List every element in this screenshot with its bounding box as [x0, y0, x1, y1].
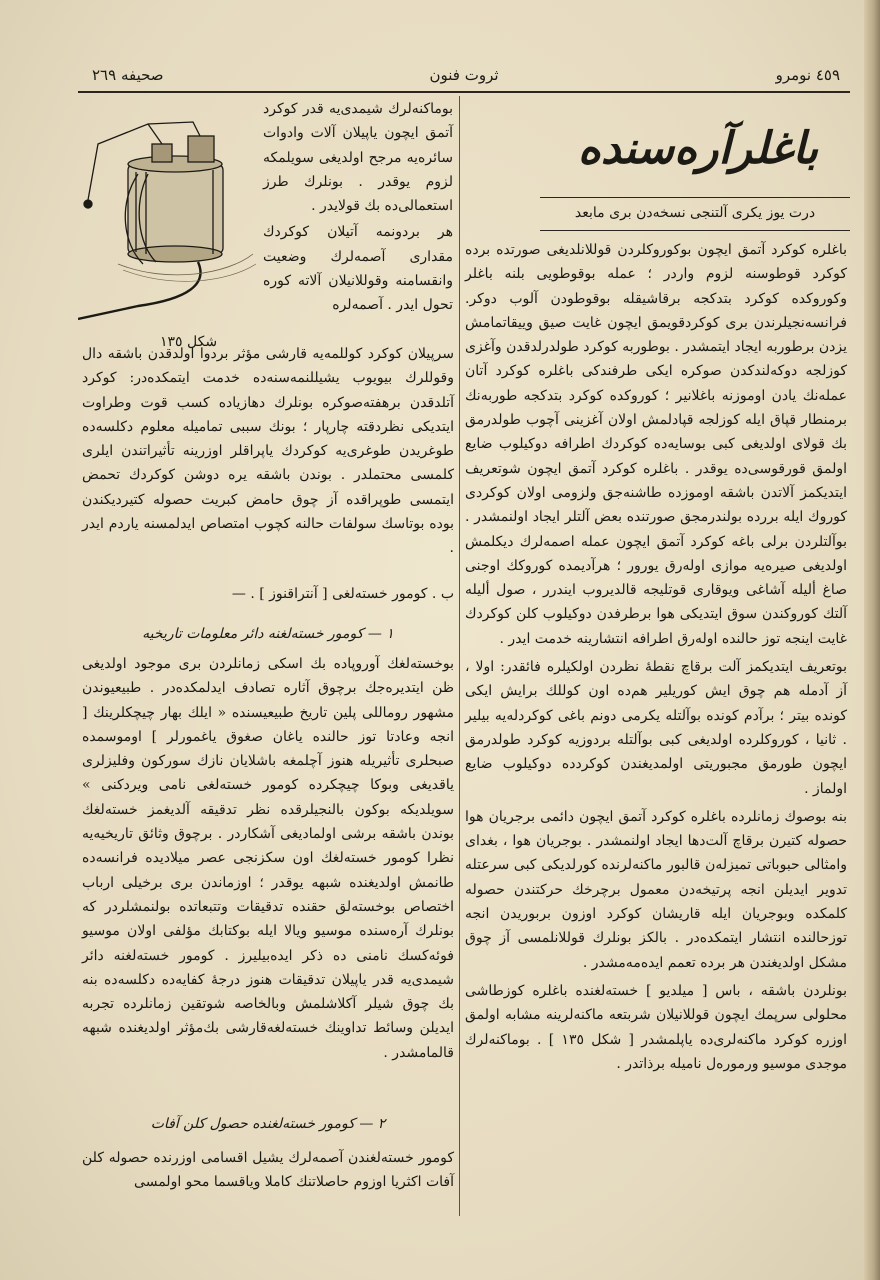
subsection-label: ب . كومور خسته‌لغى [ آنتراقنوز ] . — — [231, 586, 454, 602]
section-subtitle: درت يوز يكرى آلتنجى نسخه‌دن برى مابعد — [540, 197, 850, 228]
paragraph: بوتعريف ايتديكمز آلت برقاچ نقطهٔ نظردن اولكيلره فائقدر: اولا ، آز آدمله هم چوق ايش كوريلير هم‌ده اون كوللك برايش ايكى كونده بيتر ؛ برآدم كونده بوآلتله يكرمى دونم باغى كوكردله‌يه بيلير . ثانيا ، كوروكلرده اولديغى كبى بوآلتله بردوزيه كوكرد طولدرمق ايچون طورمق مجبوريتى اولمديغندن كوكردده دوكيلوب ضايع اولماز . — [465, 659, 847, 797]
paragraph: باغلره كوكرد آتمق ايچون بوكوروكلردن قوللانلديغى صورتده برده كوكرد قوطوسنه لزوم واردر ؛ عمله بوقوطويى بلنه باغلر وكوروكده كوكرد بتدكجه برقاشيقله بوقوطودن آلوب دوكر. فرانسه‌نجيلرندن برى كوكردقويمق ايچون غايت صيق وييقاتمامش يزدن برطوربه ايجاد ايتمشدر . بوطوربه كوكرد طولدرلدقدن وآغزى كوزلجه دوكه‌لندكدن صوكره ايكى طرفندكى باغلره كوكرد آتان عمله‌نك يادن اوموزنه باغلانير ؛ كوروكده كوكرد بتدكجه طوربه‌نك برمنطار قپاق ايله كوزلجه قپادلمش اولان آغزينى آچوب طولدرمق بك قولاى اولديغى كبى بوسايه‌ده كوكردك اطرافه دوكيلوب ضايع اولمق قورقوسى‌ده يوقدر . باغلره كوكرد آتمق ايچون شوتعريف ايتديكمز آلاتدن باشقه اوموزده طاشنه‌جق ولزومى اولان كوكردى كوروك ايله بررده بولندرمجق صورتنده بعض آلتلر ايجاد اولنمشدر . بوآلتلردن برلى باغه كوكرد آتمق ايچون عمله اصمه‌لرك ديكلمش اولديغى صيره‌يه موازى اولەرق يورور ؛ هرآديمده كوروكك اوجنى صاغ أليله آشاغى ويوقارى قوتليجه قالديروب ايندرر ، صول أليله آلتك كوروكندن سوق ايتديكى هوا برطرفدن دوكيلوب كلن كوكردك غايت اينجه توز حالنده اولەرق اطرافه انتشارينه خدمت ايدر . — [465, 242, 847, 647]
issue-number: ٤٥٩ نومرو — [775, 66, 840, 84]
paragraph: بوماكنه‌لرك شيمدى‌يه قدر كوكرد آتمق ايچون ياپيلان آلات وادوات سائره‌يه مرجح اولديغى سويلمكه لزوم يوقدر . بونلرك طرز استعمالى‌ده بك قولايدر . — [263, 101, 453, 215]
paragraph: بنه بوصوك زمانلرده باغلره كوكرد آتمق ايچون دائمى برجريان هوا حصوله كتيرن برقاچ آلت‌دها ايجاد اولنمشدر . بوجريان هوا ، بغداى وامثالى حبوباتى تميزلەن قالبور ماكنه‌لرنده كورلديكى كبى سرعتله تدوير ايديلن انجه پرتيخه‌دن معمول برچرخك حركتندن حصوله كلمكده وبوجريان ايله قاريشان كوكرد اوزون بربوريدن انجه توزحالنده انتشار ايتمكده‌در . بالكز بونلرك قوللانلمسى آز چوق مشكل اولديغندن هر برده تعمم ايده‌مه‌مشدر . — [465, 808, 847, 971]
left-column — [82, 342, 454, 561]
figure-caption: شكل ١٣٥ — [160, 334, 218, 350]
journal-title: ثروت فنون — [429, 66, 499, 84]
page-header — [78, 62, 850, 92]
subsection-heading: ١ — كومور خسته‌لغنه دائر معلومات تاريخيه — [142, 626, 394, 642]
section-title: باغلرآره‌سنده — [577, 123, 819, 174]
column-divider — [459, 96, 460, 1216]
left-column-top — [263, 97, 453, 318]
page-number: صحيفه ٢٦٩ — [92, 66, 164, 84]
paragraph: هر بردونمه آتيلان كوكردك مقدارى آصمه‌لرك وضعيت وانقسامنه وقوللانيلان آلاته كوره تحول ايدر . آصمه‌لره — [263, 224, 453, 314]
paragraph: كومور خسته‌لغندن آصمه‌لرك يشيل اقسامى اوزرنده حصوله كلن آفات اكثريا اوزوم حاصلاتنك كاملا وياقسما محو اولمسى — [82, 1150, 454, 1191]
paragraph: سرپيلان كوكرد كوللمه‌يه قارشى مؤثر بردوا اولدقدن باشقه دال وقوللرك بيويوب يشيللنمه‌سنه‌ده خدمت ايتمكده‌در: كوكرد آتلدقدن برهفته‌صوكره بونلرك دهازياده كسب قوت وطراوت ايتديكى نظردقته چارپار ؛ بونك سببى تماميله معلوم دكلسه‌ده طوغريدن طوغرى‌يه كوكردك ياپراقلر اوزرينه تأثيراتندن ايلرى كلمسى محتملدر . بوندن باشقه يره دوشن كوكردك تحمض ايتمسى طوپراقده آز چوق حامض كبريت حصوله كتيرديكندن بوده بوتاسك سولفات حالنه كچوب امتصاص ايدلمسنه ياردم ايدر . — [82, 346, 454, 557]
subtitle-rule — [540, 230, 850, 231]
subsection-heading: ٢ — كومور خسته‌لغنده حصول كلن آفات — [150, 1116, 386, 1132]
paragraph: بونلردن باشقه ، باس [ ميلديو ] خسته‌لغنده باغلره كوزطاشى محلولى سرپمك ايچون قوللانيلان شربتعه ماكنه‌لرينه مشابه اولمق اوزره كوكرد ماكنه‌لرى‌ده ياپلمشدر [ شكل ١٣٥ ] . بوماكنه‌لرك موجدى موسيو ورمورەل ناميله برذاتدر . — [465, 982, 847, 1072]
page-edge — [864, 0, 880, 1280]
header-rule — [78, 91, 850, 93]
sulfur-bellows-sprayer-icon — [78, 114, 258, 324]
left-column-middle — [82, 652, 454, 1065]
right-column — [465, 238, 847, 1076]
left-column-bottom — [82, 1146, 454, 1195]
paragraph: بوخسته‌لغك آوروپاده بك اسكى زمانلردن برى موجود اولديغى ظن ايتديرەجك برچوق آثاره تصادف ايدلمكده‌در . طبيعيوندن مشهور روماللى پلين تاريخ طبيعيسنده « ايلك بهار چيچكلرينك [ انجه وعادتا توز حالنده ياغان صغوق ياغمورلر ] اوموسمده صبحلرى تأثيريله هنوز آچلمغه باشلايان نازك سوركون وفليزلرى ياقديغى وبوكا چيچكرده كومور خسته‌لغى نامى ويردكنى » سويلديكه بوكون بالنجيلرقده نظر تدقيقه آلديغمز خسته‌لغك بوندن باشقه برشى اولماديغى آشكاردر . برچوق وثائق تاريخيه‌يه نظرا كومور خسته‌لغك اون سكزنجى عصر ميلاديده فرانسه‌ده طانمش اولديغنده شبهه يوقدر ؛ اوزماندن برى برخيلى ارباب اختصاص بوخسته‌لق حقنده تدقيقات وتتبعاتده بولنمشلردر كه بونلرك آرەسنده موسيو ويالا ايله بوكتابك مؤلفى اولان موسيو فوئه‌كسك نامنى ده ذكر ايده‌بيليرز . كومور خسته‌لغنه دائر شيمدى‌يه قدر ياپيلان تدقيقات هنوز درجهٔ كفايه‌ده دكلسه‌ده بنه بك چوق شيلر آكلاشلمش وبالخاصه شوتقين زمانلرده تجربه ايديلن وسائط تداوينك خسته‌لغه‌قارشى بك‌مؤثر اولديغنده شبهه قالمامشدر . — [82, 656, 454, 1061]
